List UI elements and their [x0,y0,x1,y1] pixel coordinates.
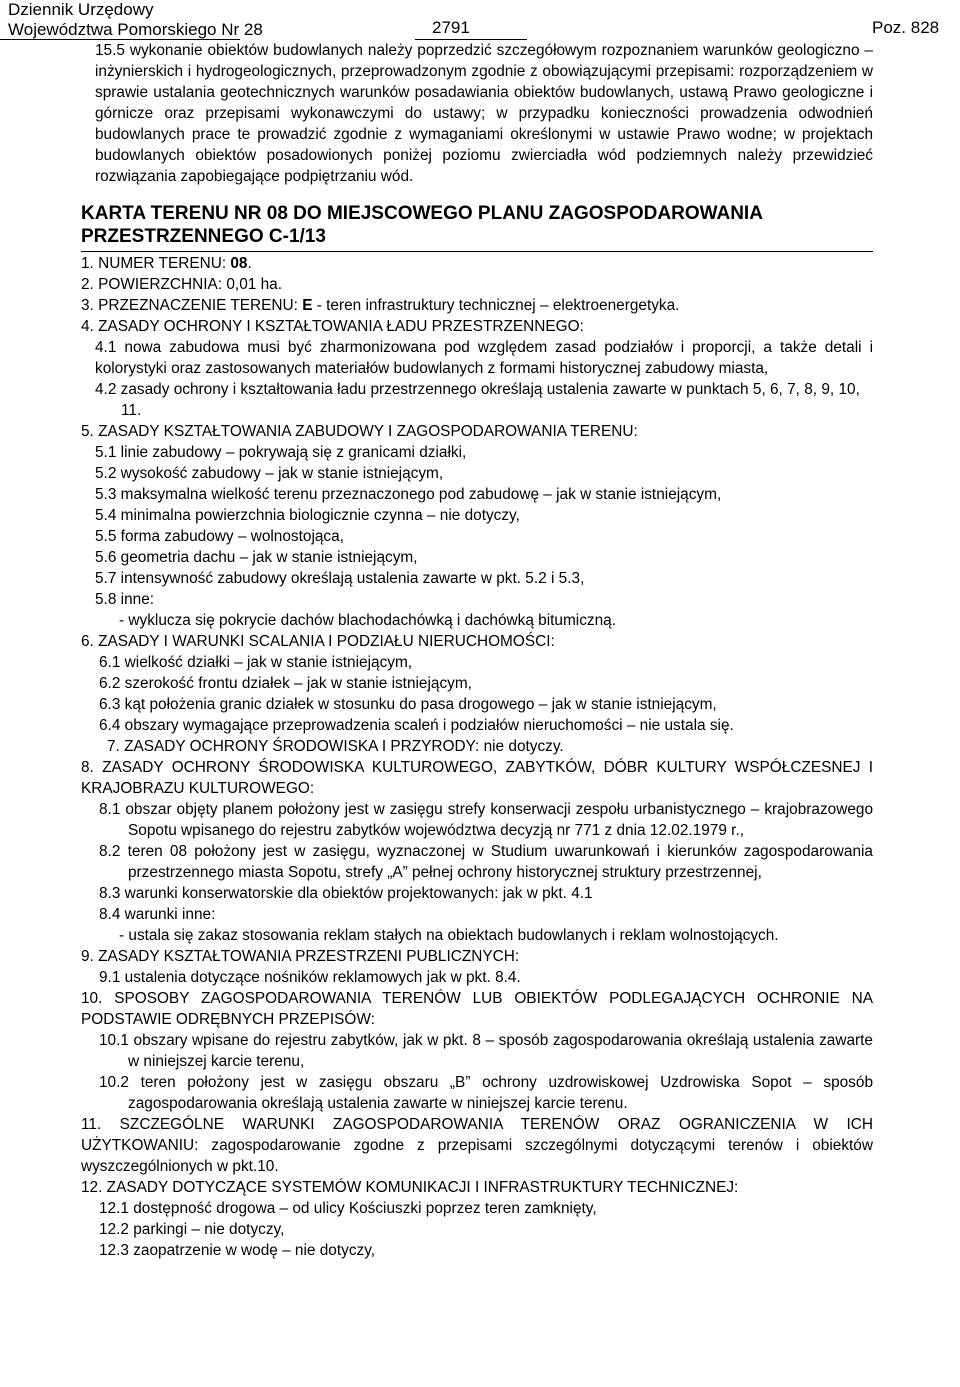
section-5-item-3: 5.3 maksymalna wielkość terenu przeznaczonego pod zabudowę – jak w stanie istniejącym, [95,486,722,503]
journal-title [8,0,263,40]
page-number: 2791 [432,18,470,37]
document-body [81,40,873,1261]
section-12-item-3: 12.3 zaopatrzenie w wodę – nie dotyczy, [99,1242,376,1259]
section-5-item-4: 5.4 minimalna powierzchnia biologicznie czynna – nie dotyczy, [95,507,520,524]
section-8-item-3: 8.3 warunki konserwatorskie dla obiektów projektowanych: jak w pkt. 4.1 [99,885,593,902]
section-6-item-1: 6.1 wielkość działki – jak w stanie istniejącym, [99,654,413,671]
section-12-item-2: 12.2 parkingi – nie dotyczy, [99,1221,285,1238]
section-8-item-2: 8.2 teren 08 położony jest w zasięgu, wyznaczonej w Studium uwarunkowań i kierunków zagospodarowania przestrzennego miasta Sopotu, strefy „A” pełnej ochrony historycznej struktury przestrzennej, [99,843,873,881]
section-1-end: . [247,255,252,272]
section-5-heading: 5. ZASADY KSZTAŁTOWANIA ZABUDOWY I ZAGOSPODAROWANIA TERENU: [81,423,638,440]
section-3-rest: - teren infrastruktury technicznej – elektroenergetyka. [312,297,680,314]
section-5-item-7: 5.7 intensywność zabudowy określają ustalenia zawarte w pkt. 5.2 i 5.3, [95,570,585,587]
section-8-item-4: 8.4 warunki inne: [99,906,216,923]
section-6-item-3: 6.3 kąt położenia granic działek w stosunku do pasa drogowego – jak w stanie istniejącym, [99,696,717,713]
section-7: 7. ZASADY OCHRONY ŚRODOWISKA I PRZYRODY: nie dotyczy. [107,738,564,755]
section-4-item-1: 4.1 nowa zabudowa musi być zharmonizowana pod względem zasad podziałów i proporcji, a także detali i kolorystyki oraz zastosowanych materiałów budowlanych z formami historycznej zabudowy miasta, [95,339,873,377]
section-12-item-1: 12.1 dostępność drogowa – od ulicy Kościuszki poprzez teren zamknięty, [99,1200,597,1217]
section-9-heading: 9. ZASADY KSZTAŁTOWANIA PRZESTRZENI PUBLICZNYCH: [81,948,520,965]
section-12-heading: 12. ZASADY DOTYCZĄCE SYSTEMÓW KOMUNIKACJI I INFRASTRUKTURY TECHNICZNEJ: [81,1179,739,1196]
section-4-heading: 4. ZASADY OCHRONY I KSZTAŁTOWANIA ŁADU PRZESTRZENNEGO: [81,318,584,335]
section-10-item-1: 10.1 obszary wpisane do rejestru zabytków, jak w pkt. 8 – sposób zagospodarowania określają ustalenia zawarte w niniejszej karcie terenu, [99,1032,873,1070]
section-5-item-5: 5.5 forma zabudowy – wolnostojąca, [95,528,344,545]
section-2: 2. POWIERZCHNIA: 0,01 ha. [81,276,282,293]
section-6-item-2: 6.2 szerokość frontu działek – jak w stanie istniejącym, [99,675,472,692]
section-9-item-1: 9.1 ustalenia dotyczące nośników reklamowych jak w pkt. 8.4. [99,969,521,986]
section-1-label: 1. NUMER TERENU: [81,255,231,272]
section-10-item-2: 10.2 teren położony jest w zasięgu obszaru „B” ochrony uzdrowiskowej Uzdrowiska Sopot – sposób zagospodarowania określają ustalenia zawarte w niniejszej karcie terenu. [99,1074,873,1112]
section-3-label: 3. PRZEZNACZENIE TERENU: [81,297,303,314]
section-5-item-2: 5.2 wysokość zabudowy – jak w stanie istniejącym, [95,465,444,482]
section-8-bullet: - ustala się zakaz stosowania reklam stałych na obiektach budowlanych i reklam wolnostojących. [119,927,779,944]
section-6-item-4: 6.4 obszary wymagające przeprowadzenia scaleń i podziałów nieruchomości – nie ustala się. [99,717,734,734]
section-title: KARTA TERENU NR 08 DO MIEJSCOWEGO PLANU ZAGOSPODAROWANIA PRZESTRZENNEGO C-1/13 [81,203,763,247]
section-1-value: 08 [230,255,248,272]
section-8-item-1: 8.1 obszar objęty planem położony jest w zasięgu strefy konserwacji zespołu urbanistycznego – krajobrazowego Sopotu wpisanego do rejestru zabytków województwa decyzją nr 771 z dnia 12.02.1979 r., [99,801,873,839]
section-1 [81,253,873,274]
section-6-heading: 6. ZASADY I WARUNKI SCALANIA I PODZIAŁU NIERUCHOMOŚCI: [81,633,555,650]
section-11: 11. SZCZEGÓLNE WARUNKI ZAGOSPODAROWANIA TERENÓW ORAZ OGRANICZENIA W ICH UŻYTKOWANIU: zagospodarowanie zgodne z przepisami szczególnymi dotyczącymi terenów i obiektów wyszczególnionych w pkt.10. [81,1116,873,1175]
journal-issue: Województwa Pomorskiego Nr 28 [8,20,263,39]
section-5-item-8: 5.8 inne: [95,591,155,608]
section-4-item-2: 4.2 zasady ochrony i kształtowania ładu przestrzennego określają ustalenia zawarte w punktach 5, 6, 7, 8, 9, 10, 11. [95,381,860,419]
section-5-bullet: - wyklucza się pokrycie dachów blachodachówką i dachówką bitumiczną. [119,612,617,629]
section-5-item-1: 5.1 linie zabudowy – pokrywają się z granicami działki, [95,444,467,461]
position-number: Poz. 828 [872,18,940,37]
section-3 [81,295,873,316]
section-8-heading: 8. ZASADY OCHRONY ŚRODOWISKA KULTUROWEGO, ZABYTKÓW, DÓBR KULTURY WSPÓŁCZESNEJ I KRAJOBRAZU KULTUROWEGO: [81,759,873,797]
section-3-value: E [302,297,313,314]
intro-paragraph: 15.5 wykonanie obiektów budowlanych należy poprzedzić szczegółowym rozpoznaniem warunków geologiczno – inżynierskich i hydrogeologicznych, przeprowadzonym zgodnie z obowiązującymi przepisami: rozporządzeniem w sprawie ustalania geotechnicznych warunków posadawiania obiektów budowlanych, ustawą Prawo geologiczne i górnicze oraz przepisami wykonawczymi do ustawy; w przypadku konieczności prowadzenia odwodnień budowlanych prace te prowadzić zgodnie z wymaganiami określonymi w ustawie Prawo wodne; w projektach budowlanych obiektów posadowionych poniżej poziomu zwierciadła wód podziemnych należy przewidzieć rozwiązania zapobiegające podpiętrzaniu wód. [95,42,873,185]
journal-name: Dziennik Urzędowy [8,0,154,19]
section-10-heading: 10. SPOSOBY ZAGOSPODAROWANIA TERENÓW LUB OBIEKTÓW PODLEGAJĄCYCH OCHRONIE NA PODSTAWIE ODRĘBNYCH PRZEPISÓW: [81,990,873,1028]
section-5-item-6: 5.6 geometria dachu – jak w stanie istniejącym, [95,549,418,566]
title-rule [81,251,873,252]
